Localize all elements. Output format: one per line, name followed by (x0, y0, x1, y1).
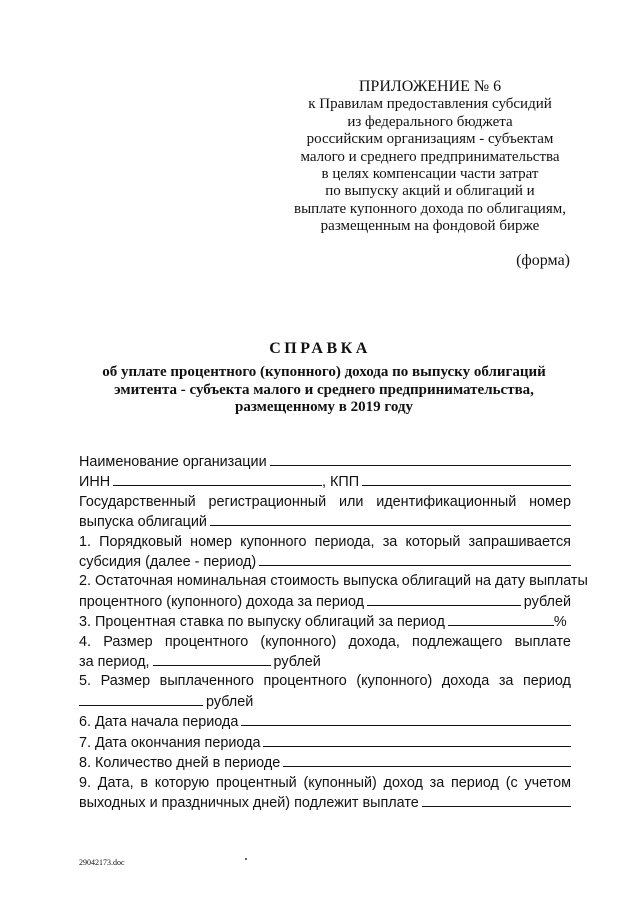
word: 4. (79, 633, 92, 650)
word: процентный (215, 774, 297, 791)
word: за (498, 673, 514, 690)
item3-label: 3. Процентная ставка по выпуску облигаций за период (79, 614, 445, 631)
item5-label (79, 672, 571, 691)
item6-row (79, 712, 571, 732)
inn-field[interactable] (113, 472, 322, 486)
word: (купонный) (303, 774, 377, 791)
word: учетом (524, 774, 571, 791)
item2-row (79, 572, 588, 591)
word: Порядковый (99, 533, 183, 550)
word: доход (383, 774, 423, 791)
word: Дата, (97, 774, 134, 791)
item9-row (79, 774, 571, 793)
days-count-field[interactable] (283, 753, 571, 767)
form-mark: (форма) (516, 252, 570, 269)
word: которую (154, 774, 210, 791)
org-name-field[interactable] (270, 452, 571, 466)
word: 9. (79, 774, 92, 791)
kpp-label: , КПП (322, 474, 360, 491)
item1-row (79, 533, 571, 552)
item2-cont-label: процентного (купонного) дохода за период (79, 593, 365, 610)
word: за (429, 774, 445, 791)
item9-cont-label: выходных и праздничных дней) подлежит выплате (79, 794, 419, 811)
period-number-field[interactable] (259, 552, 571, 566)
word: (с (505, 774, 518, 791)
word: процентного (164, 633, 249, 650)
item2-label: 2. Остаточная номинальная стоимость выпуска облигаций на дату выплаты (79, 573, 588, 590)
word: дохода, (348, 633, 400, 650)
item7-row (79, 733, 571, 753)
reg-number-cont-label: выпуска облигаций (79, 514, 207, 531)
period-start-field[interactable] (241, 712, 571, 726)
certificate-form (79, 452, 588, 813)
item4-cont-label: за период, (79, 654, 150, 671)
document-id: 29042173.doc (79, 858, 125, 867)
document-subtitle (100, 364, 548, 417)
residual-value-field[interactable] (367, 592, 521, 606)
word: в (140, 774, 149, 791)
word: Размер (100, 673, 151, 690)
item9-cont-row (79, 793, 571, 813)
reg-number-cont-row (79, 512, 571, 532)
item8-label: 8. Количество дней в периоде (79, 755, 281, 772)
word: который (405, 533, 461, 550)
income-due-field[interactable] (153, 652, 271, 666)
item9-label (79, 774, 571, 793)
appendix-block (268, 78, 592, 236)
period-end-field[interactable] (263, 733, 571, 747)
subtitle-line: эмитента - субъекта малого и среднего предпринимательства, (114, 381, 534, 398)
kpp-field[interactable] (362, 472, 571, 486)
appendix-line: из федерального бюджета (347, 113, 513, 130)
item8-row (79, 753, 571, 773)
word: период (523, 673, 571, 690)
appendix-line: российским организациям - субъектам (306, 131, 554, 148)
item4-label (79, 633, 571, 652)
scan-speck (245, 858, 247, 860)
word: дохода (441, 673, 490, 690)
word: Размер (103, 633, 153, 650)
item4-cont-row (79, 652, 571, 672)
item5-cont-row (79, 692, 571, 712)
word: выплаченного (159, 673, 254, 690)
percent-unit: % (553, 614, 567, 631)
word: номер (529, 493, 571, 510)
word: за (382, 533, 398, 550)
document-title: СПРАВКА (269, 340, 371, 357)
word: номер (190, 533, 233, 550)
word: регистрационный (208, 493, 327, 510)
item1-cont-row (79, 552, 571, 572)
word: 5. (79, 673, 92, 690)
word: идентификационный (376, 493, 517, 510)
rubles-unit: рублей (206, 693, 254, 710)
inn-label: ИНН (79, 474, 111, 491)
item1-label (79, 533, 571, 552)
rubles-unit: рублей (273, 654, 321, 671)
item2-cont-row (79, 592, 571, 612)
reg-number-label (79, 493, 571, 512)
subtitle-line: об уплате процентного (купонного) дохода по выпуску облигаций (102, 364, 546, 380)
word: подлежащего (412, 633, 503, 650)
appendix-line: малого и среднего предпринимательства (300, 148, 560, 165)
item3-row (79, 612, 571, 632)
item7-label: 7. Дата окончания периода (79, 734, 261, 751)
word: (купонного) (260, 633, 337, 650)
income-paid-field[interactable] (79, 692, 203, 706)
word: или (338, 493, 364, 510)
word: процентного (263, 673, 347, 690)
inn-kpp-row (79, 472, 571, 492)
reg-number-row (79, 493, 571, 512)
word: Государственный (79, 493, 196, 510)
item4-row (79, 633, 571, 652)
word: запрашивается (468, 533, 571, 550)
item1-cont-label: субсидия (далее - период) (79, 554, 257, 571)
appendix-line: выплате купонного дохода по облигациям, (294, 200, 566, 217)
appendix-line: размещенным на фондовой бирже (320, 218, 540, 235)
word: период (451, 774, 499, 791)
appendix-heading: ПРИЛОЖЕНИЕ № 6 (358, 78, 502, 95)
rubles-unit: рублей (523, 593, 571, 610)
reg-number-field[interactable] (210, 512, 571, 526)
word: 1. (79, 533, 92, 550)
org-name-row (79, 452, 571, 472)
org-name-label: Наименование организации (79, 454, 267, 470)
appendix-line: в целях компенсации части затрат (321, 166, 539, 183)
payment-date-field[interactable] (422, 793, 571, 807)
interest-rate-field[interactable] (448, 612, 554, 626)
word: выплате (514, 633, 571, 650)
item6-label: 6. Дата начала периода (79, 714, 239, 731)
appendix-line: к Правилам предоставления субсидий (308, 96, 552, 113)
item5-row (79, 672, 571, 691)
word: (купонного) (356, 673, 433, 690)
appendix-line: по выпуску акций и облигаций и (325, 183, 535, 200)
word: периода, (314, 533, 375, 550)
subtitle-line: размещенному в 2019 году (234, 399, 413, 415)
word: купонного (240, 533, 307, 550)
